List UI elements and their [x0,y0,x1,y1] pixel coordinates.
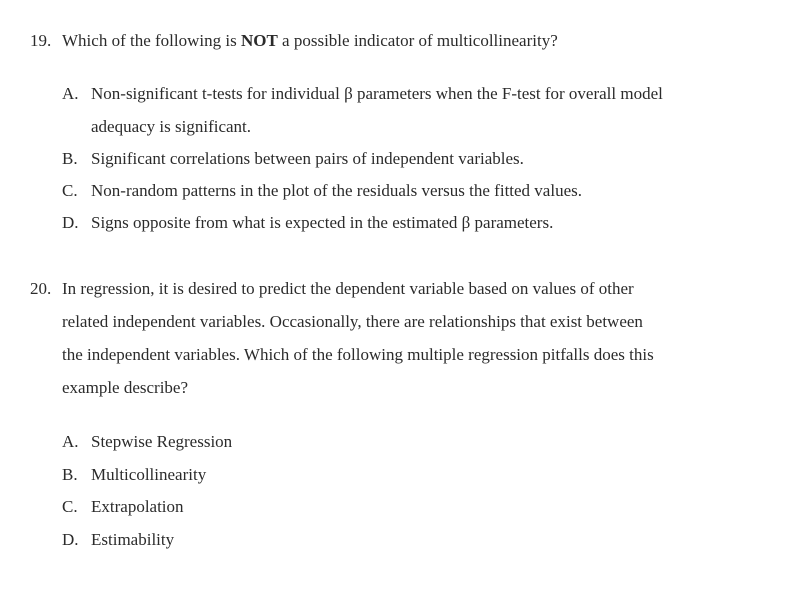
option-letter: A. [62,84,79,103]
option-text: Estimability [91,530,175,549]
question-number: 20. [30,279,52,298]
question-number: 19. [30,31,52,50]
option-letter: D. [62,530,79,549]
option-text-continued: adequacy is significant. [91,117,252,136]
option-letter: C. [62,497,78,516]
option-letter: D. [62,213,79,232]
option-text: Significant correlations between pairs of independent variables. [91,149,524,168]
question-text-part: Which of the following is [62,31,241,50]
question-text [62,31,558,51]
question-emphasis: NOT [240,31,278,50]
option-letter: B. [62,149,78,168]
question-text-line: example describe? [62,378,189,397]
option-text: Non-random patterns in the plot of the residuals versus the fitted values. [91,181,582,200]
question-text-part: a possible indicator of multicollinearity? [277,31,558,50]
option-text: Multicollinearity [91,465,207,484]
option-letter: B. [62,465,78,484]
option-letter: C. [62,181,78,200]
question-text-line: related independent variables. Occasionally, there are relationships that exist between [62,312,643,331]
option-text: Stepwise Regression [91,432,233,451]
option-letter: A. [62,432,79,451]
option-text: Non-significant t-tests for individual β parameters when the F-test for overall model [91,84,663,103]
question-text-line: the independent variables. Which of the following multiple regression pitfalls does this [62,345,654,364]
option-text: Signs opposite from what is expected in the estimated β parameters. [91,213,554,232]
option-text: Extrapolation [91,497,184,516]
question-text-line: In regression, it is desired to predict the dependent variable based on values of other [62,279,634,298]
